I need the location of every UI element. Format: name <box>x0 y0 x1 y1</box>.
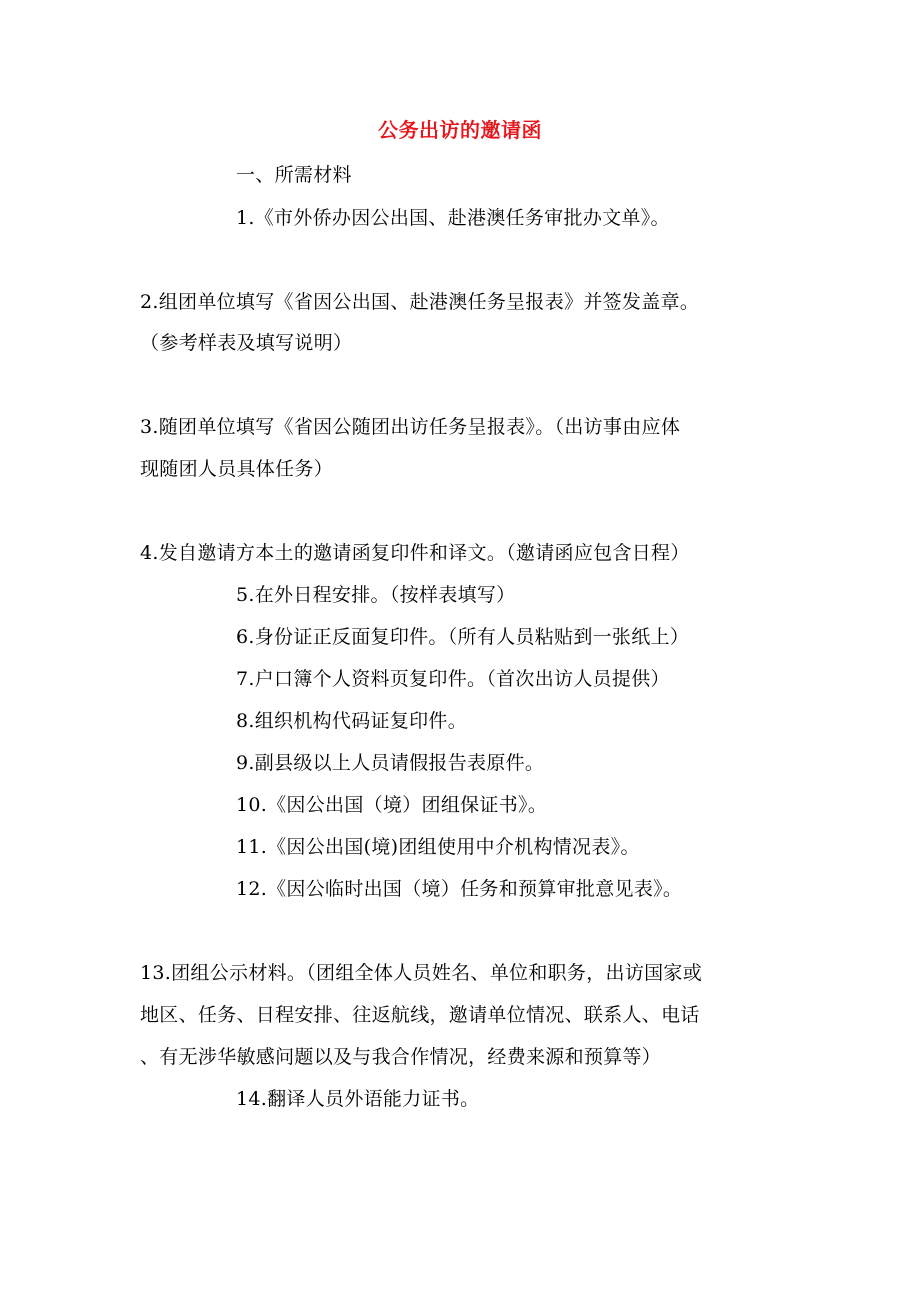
list-item-3-line-2: 现随团人员具体任务） <box>140 458 334 480</box>
list-item-5: 5.在外日程安排。（按样表填写） <box>236 584 516 606</box>
list-item-2-line-1: 2.组团单位填写《省因公出国、赴港澳任务呈报表》并签发盖章。 <box>140 291 700 313</box>
document-title: 公务出访的邀请函 <box>378 118 542 142</box>
list-item-2-line-2: （参考样表及填写说明） <box>140 332 353 354</box>
list-item-13-line-2: 地区、任务、日程安排、往返航线，邀请单位情况、联系人、电话 <box>140 1004 700 1026</box>
list-item-3-line-1: 3.随团单位填写《省因公随团出访任务呈报表》。（出访事由应体 <box>140 416 681 438</box>
list-item-14: 14.翻译人员外语能力证书。 <box>236 1088 480 1110</box>
list-item-4: 4.发自邀请方本土的邀请函复印件和译文。（邀请函应包含日程） <box>140 542 690 564</box>
list-item-9: 9.副县级以上人员请假报告表原件。 <box>236 752 545 774</box>
list-item-13-line-3: 、有无涉华敏感问题以及与我合作情况，经费来源和预算等） <box>140 1046 662 1068</box>
list-item-1: 1.《市外侨办因公出国、赴港澳任务审批办文单》。 <box>236 207 670 229</box>
list-item-13-line-1: 13.团组公示材料。（团组全体人员姓名、单位和职务，出访国家或 <box>140 962 703 984</box>
list-item-10: 10.《因公出国（境）团组保证书》。 <box>236 794 548 816</box>
list-item-11: 11.《因公出国(境)团组使用中介机构情况表》。 <box>236 836 640 858</box>
list-item-7: 7.户口簿个人资料页复印件。（首次出访人员提供） <box>236 668 670 690</box>
list-item-8: 8.组织机构代码证复印件。 <box>236 710 468 732</box>
section-heading: 一、所需材料 <box>236 164 352 186</box>
list-item-12: 12.《因公临时出国（境）任务和预算审批意见表》。 <box>236 878 683 900</box>
list-item-6: 6.身份证正反面复印件。（所有人员粘贴到一张纸上） <box>236 626 690 648</box>
